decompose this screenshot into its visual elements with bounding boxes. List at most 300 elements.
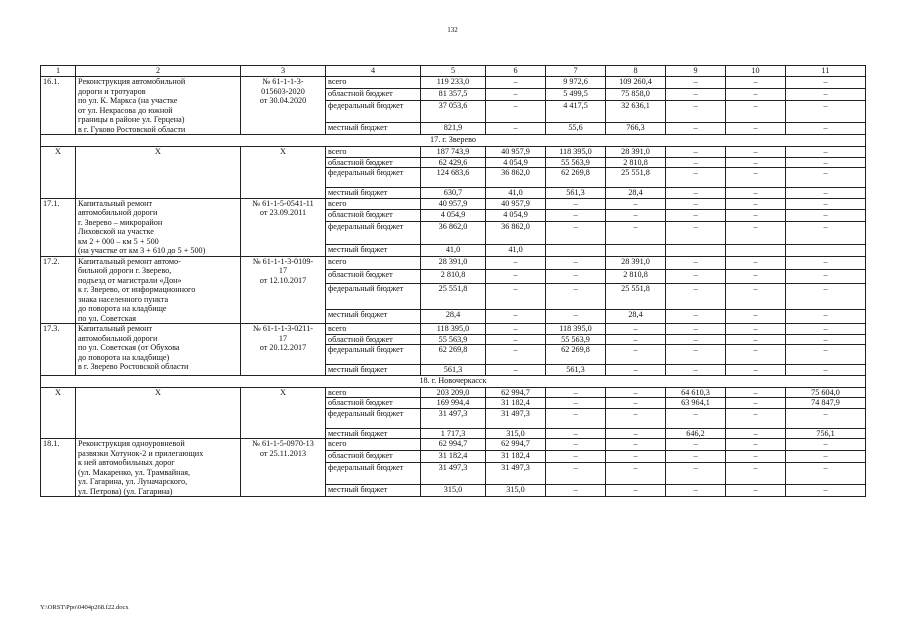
- item-number-cell: Х: [41, 147, 76, 199]
- name-line: Лиховской на участке: [78, 227, 154, 236]
- amount-cell: 32 636,1: [606, 100, 666, 123]
- amount-cell: –: [786, 365, 866, 376]
- name-line: ул. Гагарина, ул. Луначарского,: [78, 477, 188, 486]
- item-number-cell: 17.2.: [41, 256, 76, 324]
- amount-cell: 62 269,8: [421, 345, 486, 365]
- amount-cell: 118 395,0: [421, 324, 486, 335]
- amount-cell: –: [726, 188, 786, 199]
- amount-cell: 315,0: [486, 428, 546, 439]
- doc-line: 17: [278, 266, 288, 275]
- amount-cell: –: [666, 270, 726, 284]
- column-number-cell: 5: [421, 66, 486, 77]
- amount-cell: –: [666, 334, 726, 345]
- amount-cell: 109 260,4: [606, 77, 666, 89]
- amount-cell: –: [606, 450, 666, 462]
- amount-cell: 31 182,4: [486, 398, 546, 409]
- amount-cell: –: [786, 222, 866, 245]
- amount-cell: –: [666, 147, 726, 158]
- amount-cell: –: [726, 345, 786, 365]
- amount-cell: 766,3: [606, 123, 666, 135]
- column-number-cell: 6: [486, 66, 546, 77]
- name-line: до поворота на кладбище: [78, 304, 167, 313]
- amount-cell: –: [546, 284, 606, 310]
- amount-cell: 118 395,0: [546, 324, 606, 335]
- amount-cell: –: [546, 408, 606, 428]
- document-ref-cell: [241, 439, 326, 497]
- amount-cell: –: [786, 157, 866, 168]
- amount-cell: –: [666, 210, 726, 222]
- amount-cell: 31 182,4: [421, 450, 486, 462]
- budget-source-cell: областной бюджет: [326, 157, 421, 168]
- amount-cell: –: [606, 387, 666, 398]
- amount-cell: –: [606, 462, 666, 485]
- amount-cell: –: [726, 284, 786, 310]
- amount-cell: 62 429,6: [421, 157, 486, 168]
- amount-cell: [726, 244, 786, 256]
- object-name-cell: [76, 439, 241, 497]
- amount-cell: –: [726, 168, 786, 188]
- document-ref-cell: [241, 324, 326, 376]
- name-line: от ул. Некрасова до южной: [78, 105, 173, 115]
- section-title: 17. г. Зверево: [41, 135, 866, 147]
- amount-cell: –: [726, 485, 786, 497]
- budget-source-cell: федеральный бюджет: [326, 100, 421, 123]
- object-name-cell: [76, 324, 241, 376]
- amount-cell: –: [726, 123, 786, 135]
- table-row: [41, 387, 866, 398]
- budget-source-cell: областной бюджет: [326, 88, 421, 100]
- amount-cell: –: [546, 398, 606, 409]
- amount-cell: –: [666, 100, 726, 123]
- amount-cell: –: [786, 450, 866, 462]
- page-number: 132: [447, 26, 458, 34]
- amount-cell: –: [666, 188, 726, 199]
- amount-cell: –: [546, 256, 606, 270]
- amount-cell: [786, 244, 866, 256]
- amount-cell: 25 551,8: [606, 284, 666, 310]
- amount-cell: –: [786, 198, 866, 210]
- document-ref-cell: Х: [241, 147, 326, 199]
- doc-line: от 23.09.2011: [259, 208, 307, 217]
- amount-cell: –: [486, 88, 546, 100]
- column-number-cell: 3: [241, 66, 326, 77]
- amount-cell: 561,3: [546, 188, 606, 199]
- amount-cell: –: [726, 88, 786, 100]
- amount-cell: –: [786, 310, 866, 324]
- amount-cell: 63 964,1: [666, 398, 726, 409]
- amount-cell: 821,9: [421, 123, 486, 135]
- amount-cell: 119 233,0: [421, 77, 486, 89]
- column-number-cell: 8: [606, 66, 666, 77]
- budget-source-cell: областной бюджет: [326, 398, 421, 409]
- amount-cell: –: [666, 88, 726, 100]
- amount-cell: –: [486, 310, 546, 324]
- amount-cell: 28 391,0: [421, 256, 486, 270]
- column-number-cell: 11: [786, 66, 866, 77]
- amount-cell: 4 054,9: [421, 210, 486, 222]
- amount-cell: 203 209,0: [421, 387, 486, 398]
- amount-cell: –: [666, 157, 726, 168]
- doc-line: № 61-1-5-0541-11: [252, 198, 314, 208]
- amount-cell: –: [726, 77, 786, 89]
- name-line: в г. Зверево Ростовской области: [78, 362, 189, 371]
- budget-source-cell: всего: [326, 387, 421, 398]
- doc-line: № 61-1-5-0970-13: [252, 439, 314, 448]
- amount-cell: –: [726, 310, 786, 324]
- amount-cell: –: [606, 485, 666, 497]
- amount-cell: –: [546, 210, 606, 222]
- amount-cell: –: [606, 210, 666, 222]
- budget-source-cell: всего: [326, 198, 421, 210]
- amount-cell: 41,0: [486, 244, 546, 256]
- amount-cell: –: [786, 210, 866, 222]
- doc-line: от 25.11.2013: [259, 448, 307, 458]
- amount-cell: –: [546, 450, 606, 462]
- amount-cell: 25 551,8: [421, 284, 486, 310]
- amount-cell: 62 994,7: [421, 439, 486, 451]
- name-line: границы в районе ул. Герцена): [78, 115, 185, 124]
- amount-cell: –: [786, 270, 866, 284]
- amount-cell: 81 357,5: [421, 88, 486, 100]
- amount-cell: –: [786, 324, 866, 335]
- doc-line: от 20.12.2017: [259, 343, 307, 352]
- amount-cell: –: [786, 345, 866, 365]
- column-number-cell: 1: [41, 66, 76, 77]
- amount-cell: –: [666, 365, 726, 376]
- budget-source-cell: всего: [326, 324, 421, 335]
- document-ref-cell: Х: [241, 387, 326, 439]
- name-line: бильной дороги г. Зверево,: [78, 266, 172, 275]
- amount-cell: –: [786, 188, 866, 199]
- amount-cell: –: [666, 168, 726, 188]
- amount-cell: 36 862,0: [486, 168, 546, 188]
- amount-cell: 28 391,0: [606, 147, 666, 158]
- amount-cell: –: [666, 198, 726, 210]
- amount-cell: [606, 244, 666, 256]
- amount-cell: –: [786, 168, 866, 188]
- amount-cell: –: [546, 462, 606, 485]
- amount-cell: 75 604,0: [786, 387, 866, 398]
- amount-cell: 31 497,3: [486, 462, 546, 485]
- name-line: Капитальный ремонт: [78, 198, 153, 208]
- amount-cell: –: [786, 100, 866, 123]
- column-number-row: [41, 66, 866, 77]
- amount-cell: –: [486, 324, 546, 335]
- amount-cell: 62 269,8: [546, 345, 606, 365]
- amount-cell: 9 972,6: [546, 77, 606, 89]
- amount-cell: –: [606, 439, 666, 451]
- amount-cell: –: [486, 270, 546, 284]
- amount-cell: 630,7: [421, 188, 486, 199]
- name-line: к г. Зверево, от информационного: [78, 285, 196, 294]
- amount-cell: 55 563,9: [546, 157, 606, 168]
- amount-cell: –: [666, 324, 726, 335]
- name-line: Реконструкция автомобильной: [78, 77, 186, 86]
- amount-cell: –: [786, 485, 866, 497]
- amount-cell: –: [666, 408, 726, 428]
- amount-cell: –: [486, 77, 546, 89]
- name-line: знака населенного пункта: [78, 294, 169, 304]
- budget-source-cell: федеральный бюджет: [326, 345, 421, 365]
- amount-cell: –: [726, 324, 786, 335]
- doc-line: от 30.04.2020: [259, 96, 307, 105]
- name-line: ул. Петрова) (ул. Гагарина): [78, 486, 173, 496]
- column-number-cell: 10: [726, 66, 786, 77]
- amount-cell: [546, 244, 606, 256]
- amount-cell: –: [486, 284, 546, 310]
- amount-cell: –: [486, 123, 546, 135]
- amount-cell: –: [726, 198, 786, 210]
- amount-cell: –: [666, 123, 726, 135]
- amount-cell: –: [486, 100, 546, 123]
- amount-cell: –: [726, 157, 786, 168]
- amount-cell: 124 683,6: [421, 168, 486, 188]
- name-line: дороги и тротуаров: [78, 86, 146, 96]
- amount-cell: –: [606, 324, 666, 335]
- amount-cell: 646,2: [666, 428, 726, 439]
- name-line: по ул. К. Маркса (на участке: [78, 96, 178, 105]
- amount-cell: 36 862,0: [421, 222, 486, 245]
- budget-source-cell: областной бюджет: [326, 334, 421, 345]
- amount-cell: [666, 244, 726, 256]
- amount-cell: –: [666, 222, 726, 245]
- name-line: развязки Хотунок-2 и прилегающих: [78, 448, 204, 458]
- amount-cell: –: [726, 147, 786, 158]
- table-row: [41, 324, 866, 335]
- amount-cell: 2 810,8: [421, 270, 486, 284]
- amount-cell: –: [606, 398, 666, 409]
- amount-cell: –: [606, 222, 666, 245]
- amount-cell: 4 417,5: [546, 100, 606, 123]
- amount-cell: 118 395,0: [546, 147, 606, 158]
- budget-source-cell: всего: [326, 147, 421, 158]
- name-line: (на участке от км 3 + 610 до 5 + 500): [78, 246, 206, 255]
- object-name-cell: [76, 256, 241, 324]
- amount-cell: 315,0: [486, 485, 546, 497]
- doc-line: 015603-2020: [261, 86, 305, 96]
- amount-cell: 40 957,9: [421, 198, 486, 210]
- amount-cell: –: [726, 462, 786, 485]
- amount-cell: –: [726, 270, 786, 284]
- name-line: км 2 + 000 – км 5 + 500: [78, 236, 159, 246]
- section-header-row: [41, 375, 866, 387]
- name-line: автомобильной дороги: [78, 333, 158, 343]
- amount-cell: –: [726, 334, 786, 345]
- footer-file-path: Y:\ORST\Ppo\0404p268.f22.docx: [40, 604, 129, 611]
- amount-cell: 55,6: [546, 123, 606, 135]
- amount-cell: 64 610,3: [666, 387, 726, 398]
- column-number-cell: 2: [76, 66, 241, 77]
- amount-cell: 55 563,9: [546, 334, 606, 345]
- amount-cell: 2 810,8: [606, 157, 666, 168]
- item-number-cell: Х: [41, 387, 76, 439]
- amount-cell: –: [786, 147, 866, 158]
- column-number-cell: 9: [666, 66, 726, 77]
- amount-cell: –: [546, 222, 606, 245]
- name-line: к ней автомобильных дорог: [78, 458, 175, 467]
- table-row: [41, 147, 866, 158]
- amount-cell: –: [666, 450, 726, 462]
- doc-line: № 61-1-1-3-0211-: [252, 324, 314, 333]
- name-line: Капитальный ремонт автомо-: [78, 256, 181, 266]
- amount-cell: 62 994,7: [486, 439, 546, 451]
- name-line: Реконструкция одноуровневой: [78, 439, 185, 448]
- amount-cell: –: [786, 334, 866, 345]
- amount-cell: –: [786, 408, 866, 428]
- budget-source-cell: областной бюджет: [326, 210, 421, 222]
- amount-cell: –: [666, 310, 726, 324]
- budget-source-cell: местный бюджет: [326, 365, 421, 376]
- name-line: до поворота на кладбище): [78, 352, 170, 362]
- name-line: в г. Гуково Ростовской области: [78, 124, 186, 134]
- amount-cell: –: [546, 270, 606, 284]
- amount-cell: –: [606, 365, 666, 376]
- amount-cell: 169 994,4: [421, 398, 486, 409]
- amount-cell: –: [546, 387, 606, 398]
- amount-cell: 28,4: [421, 310, 486, 324]
- amount-cell: –: [786, 462, 866, 485]
- budget-source-cell: всего: [326, 77, 421, 89]
- amount-cell: –: [786, 284, 866, 310]
- amount-cell: 28,4: [606, 188, 666, 199]
- budget-source-cell: федеральный бюджет: [326, 168, 421, 188]
- item-number-cell: 17.3.: [41, 324, 76, 376]
- name-line: Капитальный ремонт: [78, 324, 153, 333]
- amount-cell: 561,3: [546, 365, 606, 376]
- section-title: 18. г. Новочеркасск: [41, 375, 866, 387]
- name-line: по ул. Советская: [78, 313, 137, 323]
- amount-cell: –: [546, 485, 606, 497]
- name-line: г. Зверево – микрорайон: [78, 217, 163, 227]
- budget-source-cell: областной бюджет: [326, 270, 421, 284]
- amount-cell: 1 717,3: [421, 428, 486, 439]
- amount-cell: 37 053,6: [421, 100, 486, 123]
- budget-source-cell: местный бюджет: [326, 485, 421, 497]
- amount-cell: –: [606, 334, 666, 345]
- budget-source-cell: местный бюджет: [326, 428, 421, 439]
- amount-cell: –: [726, 100, 786, 123]
- budget-source-cell: всего: [326, 256, 421, 270]
- amount-cell: –: [486, 256, 546, 270]
- amount-cell: –: [786, 256, 866, 270]
- amount-cell: 28,4: [606, 310, 666, 324]
- amount-cell: 31 497,3: [421, 462, 486, 485]
- amount-cell: –: [786, 123, 866, 135]
- amount-cell: –: [486, 345, 546, 365]
- amount-cell: –: [726, 439, 786, 451]
- budget-source-cell: местный бюджет: [326, 188, 421, 199]
- amount-cell: –: [546, 439, 606, 451]
- funding-table: [40, 65, 866, 497]
- amount-cell: 25 551,8: [606, 168, 666, 188]
- amount-cell: 40 957,9: [486, 198, 546, 210]
- budget-source-cell: федеральный бюджет: [326, 284, 421, 310]
- amount-cell: –: [666, 439, 726, 451]
- amount-cell: 31 182,4: [486, 450, 546, 462]
- amount-cell: –: [666, 485, 726, 497]
- column-number-cell: 7: [546, 66, 606, 77]
- amount-cell: –: [606, 408, 666, 428]
- object-name-cell: Х: [76, 387, 241, 439]
- amount-cell: –: [726, 398, 786, 409]
- name-line: по ул. Советская (от Обухова: [78, 343, 180, 352]
- amount-cell: –: [666, 284, 726, 310]
- amount-cell: –: [726, 387, 786, 398]
- budget-source-cell: федеральный бюджет: [326, 222, 421, 245]
- object-name-cell: [76, 198, 241, 256]
- table-row: [41, 256, 866, 270]
- name-line: (ул. Макаренко, ул. Трамвайная,: [78, 467, 191, 477]
- amount-cell: 74 847,9: [786, 398, 866, 409]
- object-name-cell: [76, 77, 241, 135]
- amount-cell: –: [486, 334, 546, 345]
- table-row: [41, 77, 866, 89]
- amount-cell: 4 054,9: [486, 210, 546, 222]
- doc-line: № 61-1-1-3-0109-: [252, 256, 314, 266]
- amount-cell: 55 563,9: [421, 334, 486, 345]
- amount-cell: 31 497,3: [421, 408, 486, 428]
- amount-cell: 5 499,5: [546, 88, 606, 100]
- amount-cell: 561,3: [421, 365, 486, 376]
- amount-cell: 187 743,9: [421, 147, 486, 158]
- table-row: [41, 198, 866, 210]
- amount-cell: 28 391,0: [606, 256, 666, 270]
- amount-cell: –: [606, 198, 666, 210]
- item-number-cell: 18.1.: [41, 439, 76, 497]
- document-ref-cell: [241, 198, 326, 256]
- amount-cell: 31 497,3: [486, 408, 546, 428]
- budget-source-cell: местный бюджет: [326, 310, 421, 324]
- budget-source-cell: местный бюджет: [326, 123, 421, 135]
- amount-cell: 315,0: [421, 485, 486, 497]
- amount-cell: –: [666, 256, 726, 270]
- amount-cell: –: [726, 256, 786, 270]
- amount-cell: 75 858,0: [606, 88, 666, 100]
- amount-cell: –: [546, 198, 606, 210]
- amount-cell: 41,0: [421, 244, 486, 256]
- amount-cell: 40 957,9: [486, 147, 546, 158]
- amount-cell: 62 994,7: [486, 387, 546, 398]
- section-header-row: [41, 135, 866, 147]
- amount-cell: –: [726, 222, 786, 245]
- amount-cell: –: [786, 439, 866, 451]
- amount-cell: –: [726, 210, 786, 222]
- table-row: [41, 439, 866, 451]
- amount-cell: –: [546, 428, 606, 439]
- amount-cell: –: [726, 450, 786, 462]
- amount-cell: –: [786, 88, 866, 100]
- amount-cell: –: [666, 462, 726, 485]
- amount-cell: –: [726, 365, 786, 376]
- item-number-cell: 16.1.: [41, 77, 76, 135]
- amount-cell: 756,1: [786, 428, 866, 439]
- name-line: автомобильной дороги: [78, 208, 158, 217]
- column-number-cell: 4: [326, 66, 421, 77]
- budget-source-cell: всего: [326, 439, 421, 451]
- doc-line: № 61-1-1-3-: [262, 77, 304, 86]
- amount-cell: –: [546, 310, 606, 324]
- amount-cell: 4 054,9: [486, 157, 546, 168]
- object-name-cell: Х: [76, 147, 241, 199]
- amount-cell: 62 269,8: [546, 168, 606, 188]
- document-ref-cell: [241, 256, 326, 324]
- amount-cell: –: [606, 428, 666, 439]
- doc-line: 17: [278, 333, 288, 343]
- document-ref-cell: [241, 77, 326, 135]
- amount-cell: –: [666, 345, 726, 365]
- amount-cell: –: [486, 365, 546, 376]
- name-line: подъезд от магистрали «Дон»: [78, 275, 182, 285]
